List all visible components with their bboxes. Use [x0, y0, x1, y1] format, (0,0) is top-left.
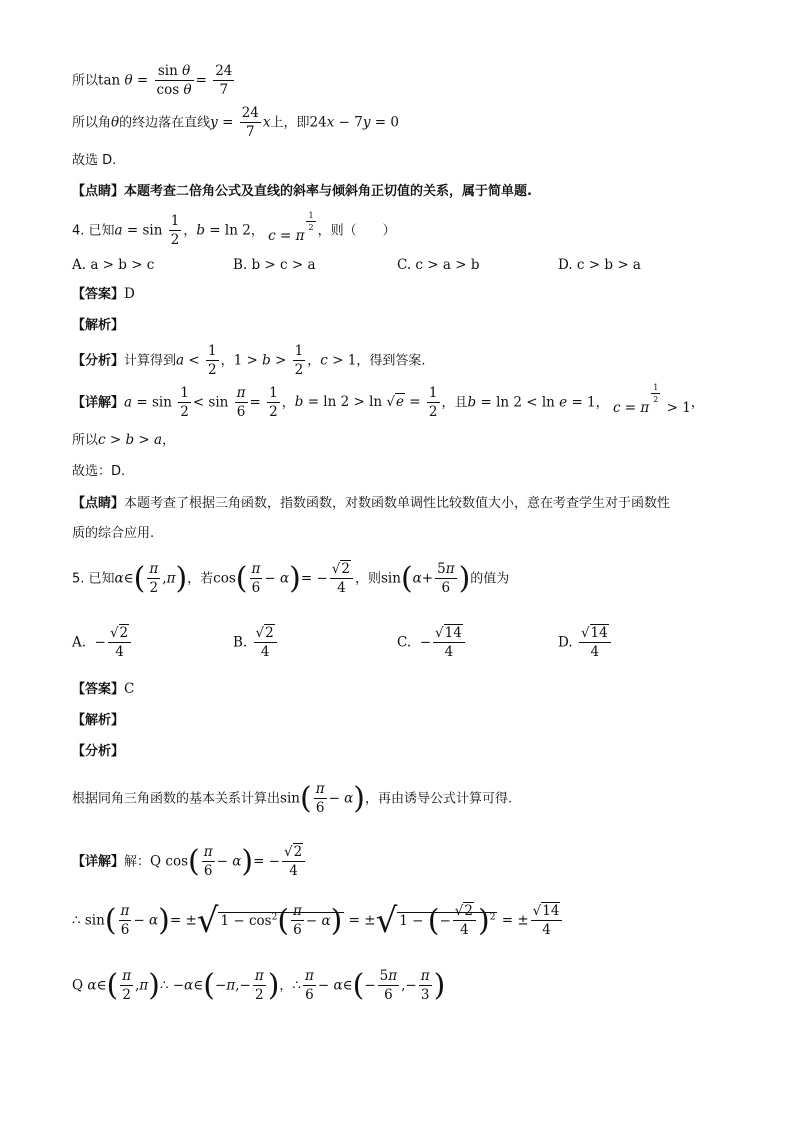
q4-detail: 【详解】a = sin $\frac{1}{2}$ < sin $\frac{\pi}{6}$ = $\frac{1}{2}$ ，b = ln 2 > ln √e = $\frac{1}{2}$ ，且b = ln 2 < ln e = 1， c = π $^{\frac{1}{2}}$ > 1，	[72, 382, 704, 420]
q5-option-c: C. − $\frac{√14}{4}$	[397, 626, 467, 660]
tag-dianjing: 【点睛】	[72, 184, 125, 199]
tag-dianjing-2: 【点睛】	[72, 496, 125, 511]
q5-answer	[72, 683, 134, 697]
q4-option-a: A. a > b > c	[72, 257, 155, 273]
line-terminal-side: 所以角θ的终边落在直线y = $\frac{24}{7}$ x上，即24x − 7y = 0	[72, 105, 399, 140]
tag-analysis: 【分析】	[72, 353, 125, 369]
q4-conclusion: 所以c > b > a，	[72, 432, 176, 448]
answer-value: D	[124, 286, 135, 302]
line-choose-d: 故选 D.	[72, 153, 117, 168]
tag-detail: 【详解】	[72, 395, 125, 411]
q4-answer	[72, 288, 135, 302]
q4-choose: 故选：D.	[72, 464, 126, 479]
q4-dianjing-2: 质的综合应用.	[72, 526, 155, 541]
question-5: 5. 已知α∈( $\frac{\pi}{2}$ ,π)，若cos( $\frac{\pi}{6}$ − α)= − $\frac{√2}{4}$ ，则sin(α+ $\frac{5\pi}{6}$ )的值为	[72, 560, 510, 596]
q5-analysis: 根据同角三角函数的基本关系计算出sin( $\frac{\pi}{6}$ − α)，再由诱导公式计算可得.	[72, 780, 513, 816]
q5-option-a: A. − $\frac{√2}{4}$	[72, 626, 133, 660]
q5-option-d: D. $\frac{√14}{4}$	[558, 626, 613, 660]
q5-option-b: B. $\frac{√2}{4}$	[233, 626, 279, 660]
q4-analysis: 【分析】计算得到a < $\frac{1}{2}$ ，1 > b > $\frac{1}{2}$ ，c > 1，得到答案.	[72, 343, 426, 378]
text-suoyi: 所以	[72, 73, 99, 89]
dianjing-text: 本题考查二倍角公式及直线的斜率与倾斜角正切值的关系，属于简单题.	[124, 184, 532, 199]
q5-jiexi: 【解析】	[72, 713, 125, 728]
tag-answer: 【答案】	[72, 287, 125, 302]
frac-sin-cos: $\frac{\text{sin θ}}{\text{cos θ}}$	[156, 63, 192, 98]
q5-step-1: ∴ sin( $\frac{\pi}{6}$ − α)= ±√ $1 - \cos^2$( $\frac{\pi}{6}$ − α) = ±√ 1 − (− $\frac{√2}{4}$ )$^2$ = ± $\frac{√14}{4}$	[72, 904, 564, 938]
dianjing-text-1: 本题考查了根据三角函数，指数函数，对数函数单调性比较数值大小，意在考查学生对于函数性	[124, 496, 671, 511]
q4-dianjing-1	[72, 497, 670, 510]
q5-step-2: Q α∈( $\frac{\pi}{2}$ ,π)∴ −α∈(−π,− $\frac{\pi}{2}$ )，∴ $\frac{\pi}{6}$ − α∈(− $\frac{5\pi}{6}$ ,− $\frac{\pi}{3}$ )	[72, 967, 446, 1003]
tag-answer-5: 【答案】	[72, 682, 125, 697]
q5-analysis-tag: 【分析】	[72, 744, 125, 759]
q4-option-b: B. b > c > a	[233, 257, 316, 273]
frac-24-7: $\frac{24}{7}$	[215, 63, 233, 98]
q4-option-c: C. c > a > b	[397, 257, 480, 273]
question-4: 4. 已知a = sin $\frac{1}{2}$ ，b = ln 2， c = π $^{\frac{1}{2}}$ ，则（ ）	[72, 210, 396, 248]
q5-detail: 【详解】解：Q cos( $\frac{\pi}{6}$ − α)= − $\frac{√2}{4}$	[72, 845, 307, 879]
tag-detail-5: 【详解】	[72, 854, 125, 870]
line-tan-theta: 所以tan θ = $\frac{\text{sin θ}}{\text{cos θ}}$ = $\frac{24}{7}$	[72, 63, 233, 98]
dianjing-q3	[72, 185, 532, 198]
q4-jiexi: 【解析】	[72, 318, 125, 333]
answer-value-5: C	[124, 681, 135, 697]
q4-option-d: D. c > b > a	[558, 257, 641, 273]
